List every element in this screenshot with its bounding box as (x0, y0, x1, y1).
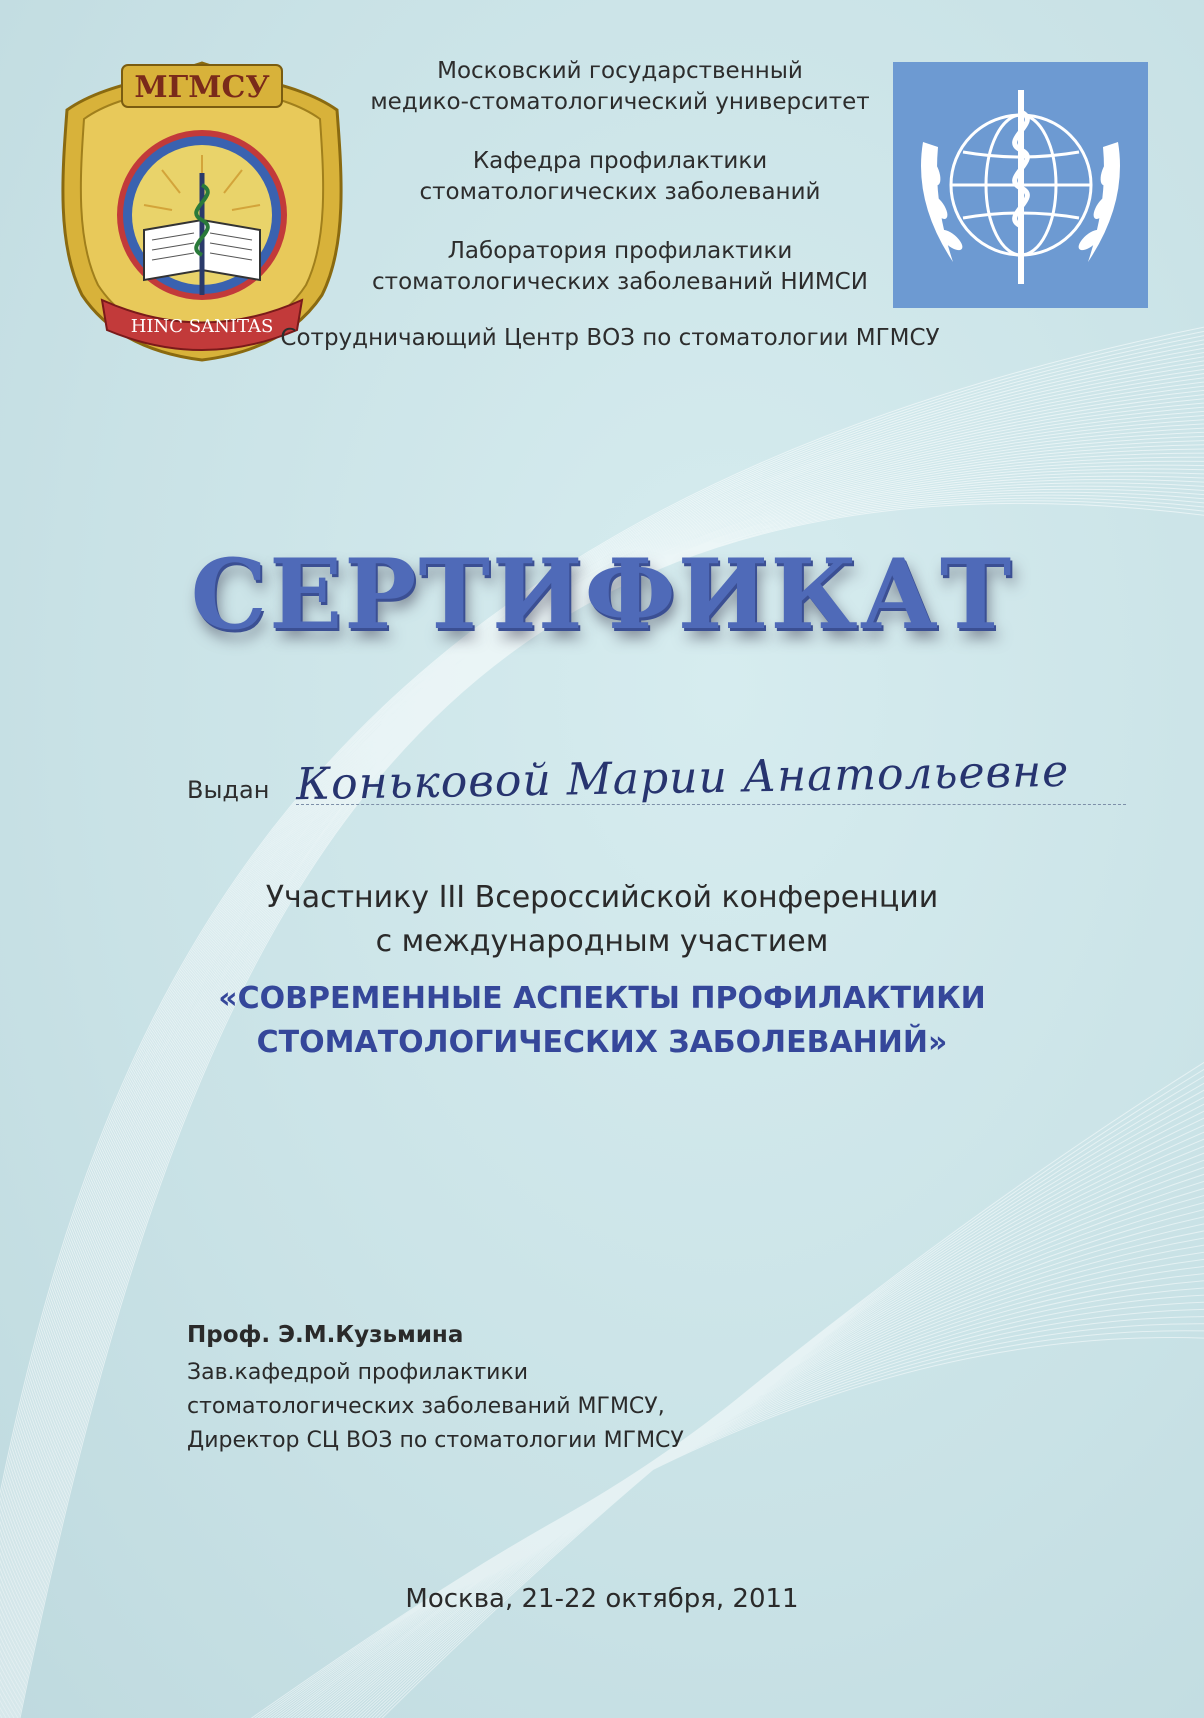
header-who-center: Сотрудничающий Центр ВОЗ по стоматологии МГМСУ (280, 325, 940, 351)
seal-top-text: МГМСУ (134, 70, 270, 105)
signatory-role-line-3: Директор СЦ ВОЗ по стоматологии МГМСУ (187, 1428, 684, 1453)
seal-bottom-text: HINC SANITAS (130, 316, 274, 337)
conference-title-line-1: «СОВРЕМЕННЫЕ АСПЕКТЫ ПРОФИЛАКТИКИ (218, 981, 986, 1016)
university-seal-logo (52, 55, 352, 365)
header-department (340, 146, 900, 208)
certificate-title: СЕРТИФИКАТ (190, 538, 1014, 651)
header-university-line-2: медико-стоматологический университет (370, 89, 870, 115)
header-department-line-1: Кафедра профилактики (472, 148, 768, 174)
header-laboratory (340, 236, 900, 298)
signatory-role-line-2: стоматологических заболеваний МГМСУ, (187, 1394, 665, 1419)
signatory-name: Проф. Э.М.Кузьмина (187, 1322, 464, 1348)
header-university-line-1: Московский государственный (437, 58, 803, 84)
who-emblem (893, 62, 1148, 308)
place-and-date: Москва, 21-22 октября, 2011 (405, 1584, 799, 1614)
conference-line-1: Участнику III Всероссийской конференции (265, 880, 939, 915)
header-laboratory-line-1: Лаборатория профилактики (447, 238, 793, 264)
issued-label: Выдан (187, 776, 270, 804)
header-department-line-2: стоматологических заболеваний (419, 179, 821, 205)
header-laboratory-line-2: стоматологических заболеваний НИМСИ (372, 269, 868, 295)
recipient-name-handwritten: Коньковой Марии Анатольевне (295, 745, 1070, 811)
conference-title-line-2: СТОМАТОЛОГИЧЕСКИХ ЗАБОЛЕВАНИЙ» (256, 1025, 948, 1060)
header-university (340, 56, 900, 118)
conference-line-2: с международным участием (375, 924, 829, 959)
signatory-role-line-1: Зав.кафедрой профилактики (187, 1360, 529, 1385)
